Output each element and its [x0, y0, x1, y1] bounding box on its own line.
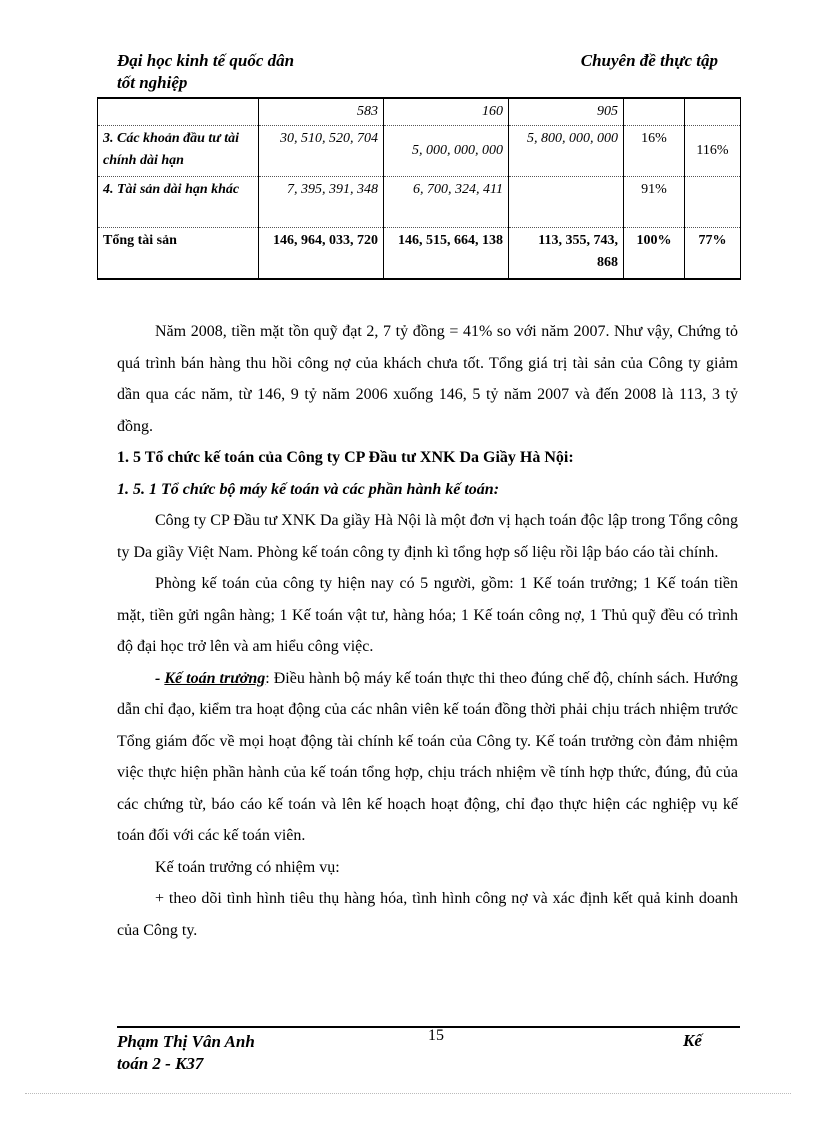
value-2007: 6, 700, 324, 411	[384, 177, 509, 228]
footer-author-class: toán 2 - K37	[117, 1054, 204, 1073]
table-row	[98, 177, 741, 228]
term-chief-accountant: Kế toán trưởng	[164, 669, 266, 687]
row-label: 4. Tài sản dài hạn khác	[98, 177, 259, 228]
header-report-title: Chuyên đề thực tập	[580, 51, 718, 70]
paragraph: + theo dõi tình hình tiêu thụ hàng hóa, tình hình công nợ và xác định kết quả kinh doanh của Công ty.	[117, 890, 738, 939]
ratio-2: 116%	[685, 126, 741, 177]
ratio-2	[685, 98, 741, 126]
section-heading: 1. 5 Tổ chức kế toán của Công ty CP Đầu tư XNK Da Giầy Hà Nội:	[117, 449, 574, 466]
header-left	[117, 50, 294, 94]
value-2008	[509, 177, 624, 228]
value-2007: 160	[384, 98, 509, 126]
page-number: 15	[428, 1027, 444, 1044]
value-2006: 583	[259, 98, 384, 126]
body-text	[117, 316, 738, 946]
row-label	[98, 98, 259, 126]
value-2007: 146, 515, 664, 138	[384, 228, 509, 280]
footer-right: Kế	[683, 1031, 702, 1050]
ratio-2: 77%	[685, 228, 741, 280]
row-label: Tổng tài sản	[98, 228, 259, 280]
table-row	[98, 98, 741, 126]
header-continuation: tốt nghiệp	[117, 73, 188, 92]
paragraph	[117, 663, 738, 852]
footer-author	[117, 1031, 255, 1075]
subsection-heading: 1. 5. 1 Tổ chức bộ máy kế toán và các phần hành kế toán:	[117, 480, 500, 498]
value-2007: 5, 000, 000, 000	[384, 126, 509, 177]
value-2006: 30, 510, 520, 704	[259, 126, 384, 177]
value-2008: 905	[509, 98, 624, 126]
ratio-1: 91%	[624, 177, 685, 228]
page-edge-divider	[25, 1093, 791, 1094]
paragraph-rest: : Điều hành bộ máy kế toán thực thi theo đúng chế độ, chính sách. Hướng dẫn chỉ đạo, kiểm tra hoạt động của các nhân viên kế toán đồng thời phải chịu trách nhiệm trước Tổng giám đốc về mọi hoạt động tài chính kế toán của Công ty. Kế toán trưởng còn đảm nhiệm việc thực hiện phần hành của kế toán tổng hợp, chịu trách nhiệm về tính hợp thức, đúng, đủ của các chứng từ, báo cáo kế toán và lên kế hoạch hoạt động, chỉ đạo thực hiện các nghiệp vụ kế toán đối với các kế toán viên.	[117, 669, 739, 844]
table-row	[98, 126, 741, 177]
asset-table	[97, 97, 741, 280]
bullet-prefix: -	[155, 669, 165, 687]
paragraph: Năm 2008, tiền mặt tồn quỹ đạt 2, 7 tỷ đồng = 41% so với năm 2007. Như vậy, Chứng tỏ quá trình bán hàng thu hồi công nợ của khách chưa tốt. Tổng giá trị tài sản của Công ty giảm dần qua các năm, từ 146, 9 tỷ năm 2006 xuống 146, 5 tỷ năm 2007 và đến 2008 là 113, 3 tỷ đồng.	[117, 323, 738, 435]
ratio-1: 100%	[624, 228, 685, 280]
ratio-1	[624, 98, 685, 126]
value-2008: 5, 800, 000, 000	[509, 126, 624, 177]
table-row	[98, 228, 741, 280]
value-2006: 7, 395, 391, 348	[259, 177, 384, 228]
paragraph: Công ty CP Đầu tư XNK Da giầy Hà Nội là một đơn vị hạch toán độc lập trong Tổng công ty Da giầy Việt Nam. Phòng kế toán công ty định kì tổng hợp số liệu rồi lập báo cáo tài chính.	[117, 512, 738, 561]
paragraph: Phòng kế toán của công ty hiện nay có 5 người, gồm: 1 Kế toán trưởng; 1 Kế toán tiền mặt, tiền gửi ngân hàng; 1 Kế toán vật tư, hàng hóa; 1 Kế toán công nợ, 1 Thủ quỹ đều có trình độ đại học trở lên và am hiểu công việc.	[117, 575, 738, 655]
paragraph: Kế toán trưởng có nhiệm vụ:	[155, 858, 340, 876]
header-university: Đại học kinh tế quốc dân	[117, 51, 295, 70]
value-2008: 113, 355, 743, 868	[509, 228, 624, 280]
ratio-2	[685, 177, 741, 228]
row-label: 3. Các khoản đầu tư tài chính dài hạn	[98, 126, 259, 177]
footer-author-name: Phạm Thị Vân Anh	[117, 1032, 255, 1051]
ratio-1: 16%	[624, 126, 685, 177]
value-2006: 146, 964, 033, 720	[259, 228, 384, 280]
